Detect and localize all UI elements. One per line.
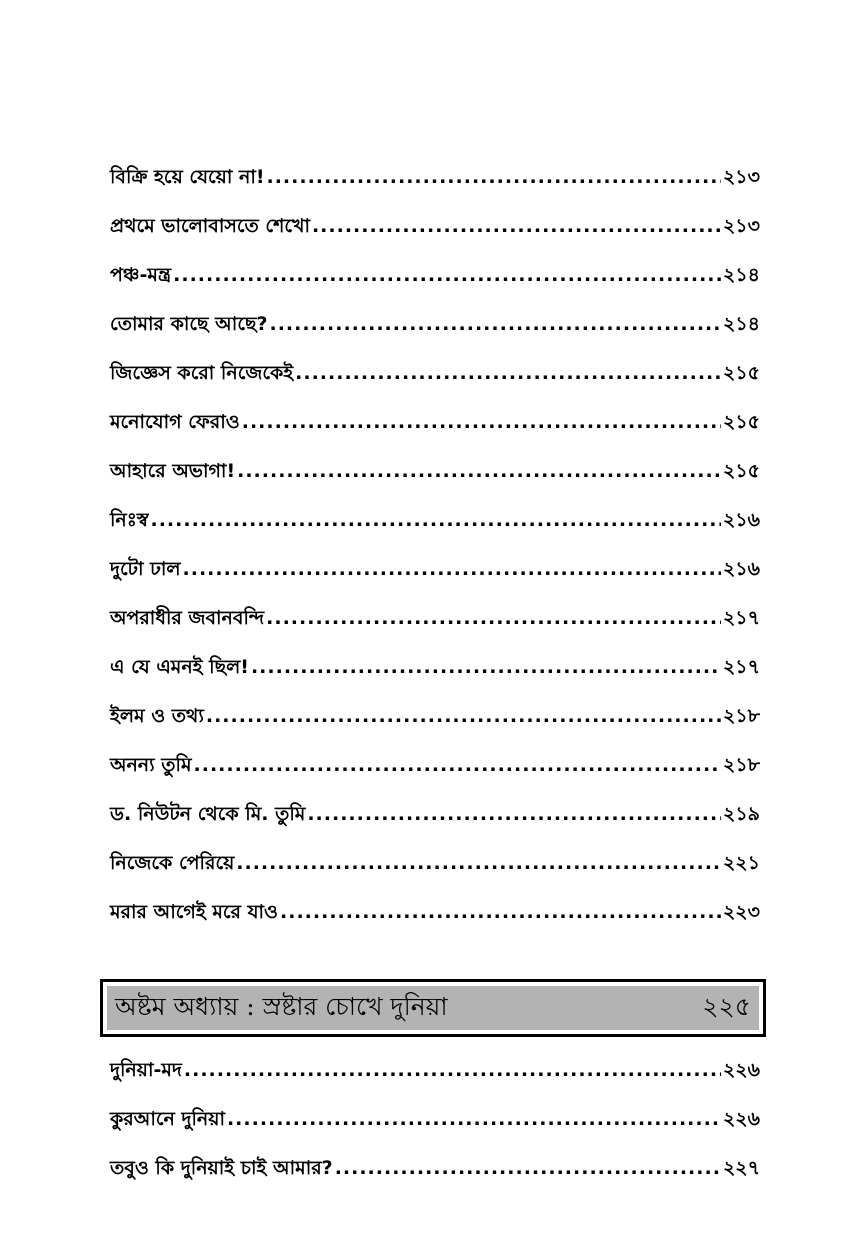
- toc-row: [110, 398, 760, 447]
- dot-leader: [312, 202, 721, 251]
- toc-title: অনন্য তুমি: [110, 754, 192, 776]
- toc-row: [110, 153, 760, 202]
- toc-title: দুনিয়া-মদ: [110, 1059, 182, 1081]
- dot-leader: [295, 349, 721, 398]
- toc-row: [110, 741, 760, 790]
- toc-title: কুরআনে দুনিয়া: [110, 1108, 225, 1130]
- toc-list-section-1: [110, 153, 760, 937]
- toc-page-number: ২১৪: [722, 264, 760, 286]
- chapter-heading: [107, 986, 759, 1030]
- toc-page-number: ২২৬: [722, 1108, 760, 1130]
- toc-row: [110, 545, 760, 594]
- toc-row: [110, 1095, 760, 1144]
- toc-row: [110, 643, 760, 692]
- toc-row: [110, 251, 760, 300]
- toc-row: [110, 1046, 760, 1095]
- toc-page-number: ২১৫: [722, 460, 760, 482]
- toc-row: [110, 790, 760, 839]
- toc-page-number: ২১৬: [722, 558, 760, 580]
- toc-title: এ যে এমনই ছিল!: [110, 656, 249, 678]
- toc-page-number: ২১৭: [722, 656, 760, 678]
- toc-row: [110, 349, 760, 398]
- toc-title: জিজ্ঞেস করো নিজেকেই: [110, 362, 294, 384]
- toc-title: ইলম ও তথ্য: [110, 705, 204, 727]
- toc-row: [110, 1144, 760, 1193]
- dot-leader: [270, 300, 721, 349]
- toc-title: নিজেকে পেরিয়ে: [110, 852, 235, 874]
- chapter-title: অষ্টম অধ্যায় : স্রষ্টার চোখে দুনিয়া: [115, 991, 448, 1021]
- toc-row: [110, 496, 760, 545]
- dot-leader: [227, 1095, 721, 1144]
- toc-row: [110, 202, 760, 251]
- dot-leader: [335, 1144, 721, 1193]
- toc-title: দুটো ঢাল: [110, 558, 181, 580]
- dot-leader: [280, 888, 721, 937]
- toc-title: বিক্রি হয়ে যেয়ো না!: [110, 166, 265, 188]
- toc-page-number: ২১৭: [722, 607, 760, 629]
- toc-page-number: ২১৪: [722, 313, 760, 335]
- toc-list-section-2: [110, 1046, 760, 1193]
- dot-leader: [184, 1046, 721, 1095]
- toc-page-number: ২১৮: [722, 754, 760, 776]
- toc-row: [110, 839, 760, 888]
- toc-page-number: ২২৭: [722, 1157, 760, 1179]
- toc-title: মনোযোগ ফেরাও: [110, 411, 240, 433]
- toc-title: মরার আগেই মরে যাও: [110, 901, 279, 923]
- toc-page-number: ২২৬: [722, 1059, 760, 1081]
- toc-title: পঞ্চ-মন্ত্র: [110, 264, 172, 286]
- toc-page-number: ২২১: [722, 852, 760, 874]
- toc-title: অপরাধীর জবানবন্দি: [110, 607, 265, 629]
- toc-page-number: ২২৩: [722, 901, 760, 923]
- toc-row: [110, 692, 760, 741]
- toc-row: [110, 447, 760, 496]
- toc-page-number: ২১৬: [722, 509, 760, 531]
- dot-leader: [150, 496, 720, 545]
- dot-leader: [173, 251, 721, 300]
- toc-page-number: ২১৩: [722, 215, 760, 237]
- dot-leader: [242, 398, 721, 447]
- dot-leader: [236, 839, 721, 888]
- chapter-heading-box: [100, 979, 766, 1037]
- dot-leader: [267, 153, 721, 202]
- dot-leader: [237, 447, 721, 496]
- toc-title: আহারে অভাগা!: [110, 460, 236, 482]
- toc-page-number: ২১৫: [722, 411, 760, 433]
- toc-row: [110, 594, 760, 643]
- dot-leader: [251, 643, 721, 692]
- toc-row: [110, 888, 760, 937]
- toc-title: প্রথমে ভালোবাসতে শেখো: [110, 215, 310, 237]
- chapter-page-number: ২২৫: [702, 991, 751, 1021]
- toc-title: নিঃস্ব: [110, 509, 149, 531]
- dot-leader: [194, 741, 721, 790]
- dot-leader: [183, 545, 721, 594]
- toc-title: তোমার কাছে আছে?: [110, 313, 268, 335]
- toc-page-number: ২১৮: [722, 705, 760, 727]
- dot-leader: [307, 790, 721, 839]
- toc-page-number: ২১৫: [722, 362, 760, 384]
- dot-leader: [206, 692, 721, 741]
- toc-page-number: ২১৯: [722, 803, 760, 825]
- toc-title: তবুও কি দুনিয়াই চাই আমার?: [110, 1157, 333, 1179]
- dot-leader: [266, 594, 721, 643]
- toc-title: ড. নিউটন থেকে মি. তুমি: [110, 803, 306, 825]
- toc-page-number: ২১৩: [722, 166, 760, 188]
- toc-row: [110, 300, 760, 349]
